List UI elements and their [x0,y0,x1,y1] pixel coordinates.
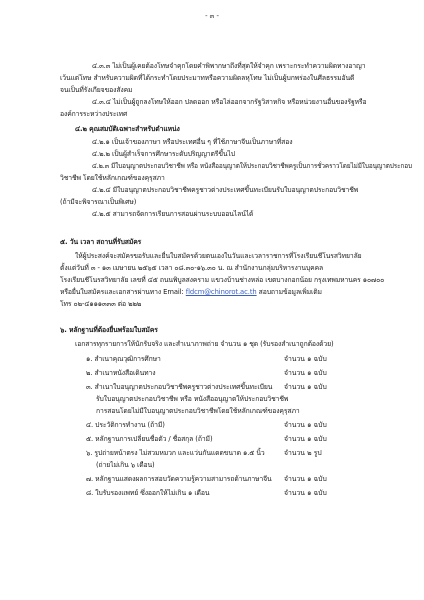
doc-item-7-qty: จำนวน ๑ ฉบับ [284,475,327,483]
s1-line-2: เว้นแต่โทษ สำหรับความผิดที่ได้กระทำโดยประมาทหรือความผิดลหุโทษ ไม่เป็นผู้บกพร่องในศีลธรรมอันดี [60,74,355,82]
doc-item-8-qty: จำนวน ๑ ฉบับ [284,489,327,497]
s6-heading: ๖. หลักฐานที่ต้องยื่นพร้อมใบสมัคร [60,326,158,334]
s1-line-3: จนเป็นที่รังเกียจของสังคม [60,86,133,94]
s2-line-6: (ถ้ามีจะพิจารณาเป็นพิเศษ) [60,198,137,206]
s2-line-2: ๔.๒.๒ เป็นผู้สำเร็จการศึกษาระดับปริญญาตรีขึ้นไป [92,150,235,158]
s2-heading: ๔.๒ คุณสมบัติเฉพาะสำหรับตำแหน่ง [75,125,180,133]
doc-item-3: ๓. สำเนาใบอนุญาตประกอบวิชาชีพครูชาวต่างประเทศขึ้นทะเบียน [86,383,273,391]
s1-line-4: ๔.๓.๔ ไม่เป็นผู้ถูกลงโทษให้ออก ปลดออก หรือไล่ออกจากรัฐวิสาหกิจ หรือหน่วยงานอื่นของรัฐหรือ [92,98,367,106]
doc-item-1: ๑. สำเนาคุณวุฒิการศึกษา [86,355,161,363]
s5-line-4-pre: หรือยื่นใบสมัครและเอกสารผ่านทาง Email: [60,288,184,296]
doc-item-6-sub: (ถ่ายไม่เกิน ๖ เดือน) [96,461,155,469]
doc-item-8: ๘. ใบรับรองแพทย์ ซึ่งออกให้ไม่เกิน ๑ เดือน [86,489,210,497]
doc-item-1-qty: จำนวน ๑ ฉบับ [284,355,327,363]
s2-line-7: ๔.๒.๕ สามารถจัดการเรียนการสอนผ่านระบบออนไลน์ได้ [92,210,254,218]
s6-intro: เอกสารทุกรายการให้นักรับจริง และสำเนาภาพถ่าย จำนวน ๑ ชุด (รับรองสำเนาถูกต้องด้วย) [75,340,334,348]
s5-line-4 [60,288,322,296]
doc-item-6-qty: จำนวน ๒ รูป [284,449,322,457]
s5-line-5: โทร ๐๒-๔๑๑๑๓๓๓ ต่อ ๒๒๒ [60,300,142,308]
page-number: - ๓ - [205,12,219,20]
s5-heading: ๕. วัน เวลา สถานที่รับสมัคร [60,238,142,246]
s5-line-2: ตั้งแต่วันที่ ๓ - ๑๓ เมษายน ๒๕๖๕ เวลา ๐๘.๓๐-๑๖.๓๐ น. ณ สำนักงานกลุ่มบริหารงานบุคคล [60,264,324,272]
s2-line-5: ๔.๒.๔ มีใบอนุญาตประกอบวิชาชีพครูชาวต่างประเทศขึ้นทะเบียนรับใบอนุญาตประกอบวิชาชีพ [92,186,359,194]
s1-line-5: องค์การระหว่างประเทศ [60,110,128,118]
s2-line-3: ๔.๒.๓ มีใบอนุญาตประกอบวิชาชีพ หรือ หนังสืออนุญาตให้ประกอบวิชาชีพครูเป็นการชั่วคราวโดยไม่มีใบอนุญาตประกอบ [92,162,412,170]
doc-item-3-sub-1: รับใบอนุญาตประกอบวิชาชีพ หรือ หนังสืออนุญาตให้ประกอบวิชาชีพ [96,395,289,403]
doc-item-4-qty: จำนวน ๑ ฉบับ [284,421,327,429]
doc-item-2-qty: จำนวน ๑ ฉบับ [284,369,327,377]
s1-line-1: ๔.๓.๓ ไม่เป็นผู้เคยต้องโทษจำคุกโดยคำพิพากษาถึงที่สุดให้จำคุก เพราะกระทำความผิดทางอาญา [92,62,366,70]
doc-item-5: ๕. หลักฐานการเปลี่ยนชื่อตัว / ชื่อสกุล (ถ้ามี) [86,435,213,443]
doc-item-3-qty: จำนวน ๑ ฉบับ [284,383,327,391]
doc-item-3-sub-2: การสอนโดยไม่มีใบอนุญาตประกอบวิชาชีพโดยใช้หลักเกณฑ์ของคุรุสภา [96,407,300,415]
email-link[interactable]: fldcm@chinorot.ac.th [185,288,257,296]
doc-item-2: ๒. สำเนาหนังสือเดินทาง [86,369,156,377]
doc-item-5-qty: จำนวน ๑ ฉบับ [284,435,327,443]
s5-line-4-post: สอบถามข้อมูลเพิ่มเติม [258,288,322,296]
doc-item-4: ๔. ประวัติการทำงาน (ถ้ามี) [86,421,165,429]
s2-line-1: ๔.๒.๑ เป็นเจ้าของภาษา หรือประเทศอื่น ๆ ที่ใช้ภาษาจีนเป็นภาษาที่สอง [92,138,293,146]
s5-line-3: โรงเรียนชีโนรสวิทยาลัย เลขที่ ๔๕ ถนนพิบูลสงคราม แขวงบ้านช่างหล่อ เขตบางกอกน้อย กรุงเทพมหานคร ๑๐๗๐๐ [60,276,385,284]
doc-item-7: ๗. หลักฐานแสดงผลการสอบวัดความรู้ความสามารถด้านภาษาจีน [86,475,272,483]
s5-line-1: ให้ผู้ประสงค์จะสมัครขอรับและยื่นใบสมัครด้วยตนเองในวันและเวลาราชการที่โรงเรียนชีโนรสวิทยาลัย [75,252,362,260]
s2-line-4: วิชาชีพ โดยใช้หลักเกณฑ์ของคุรุสภา [60,174,165,182]
doc-item-6: ๖. รูปถ่ายหน้าตรง ไม่สวมหมวก และแว่นกันแดดขนาด ๑.๕ นิ้ว [86,449,265,457]
